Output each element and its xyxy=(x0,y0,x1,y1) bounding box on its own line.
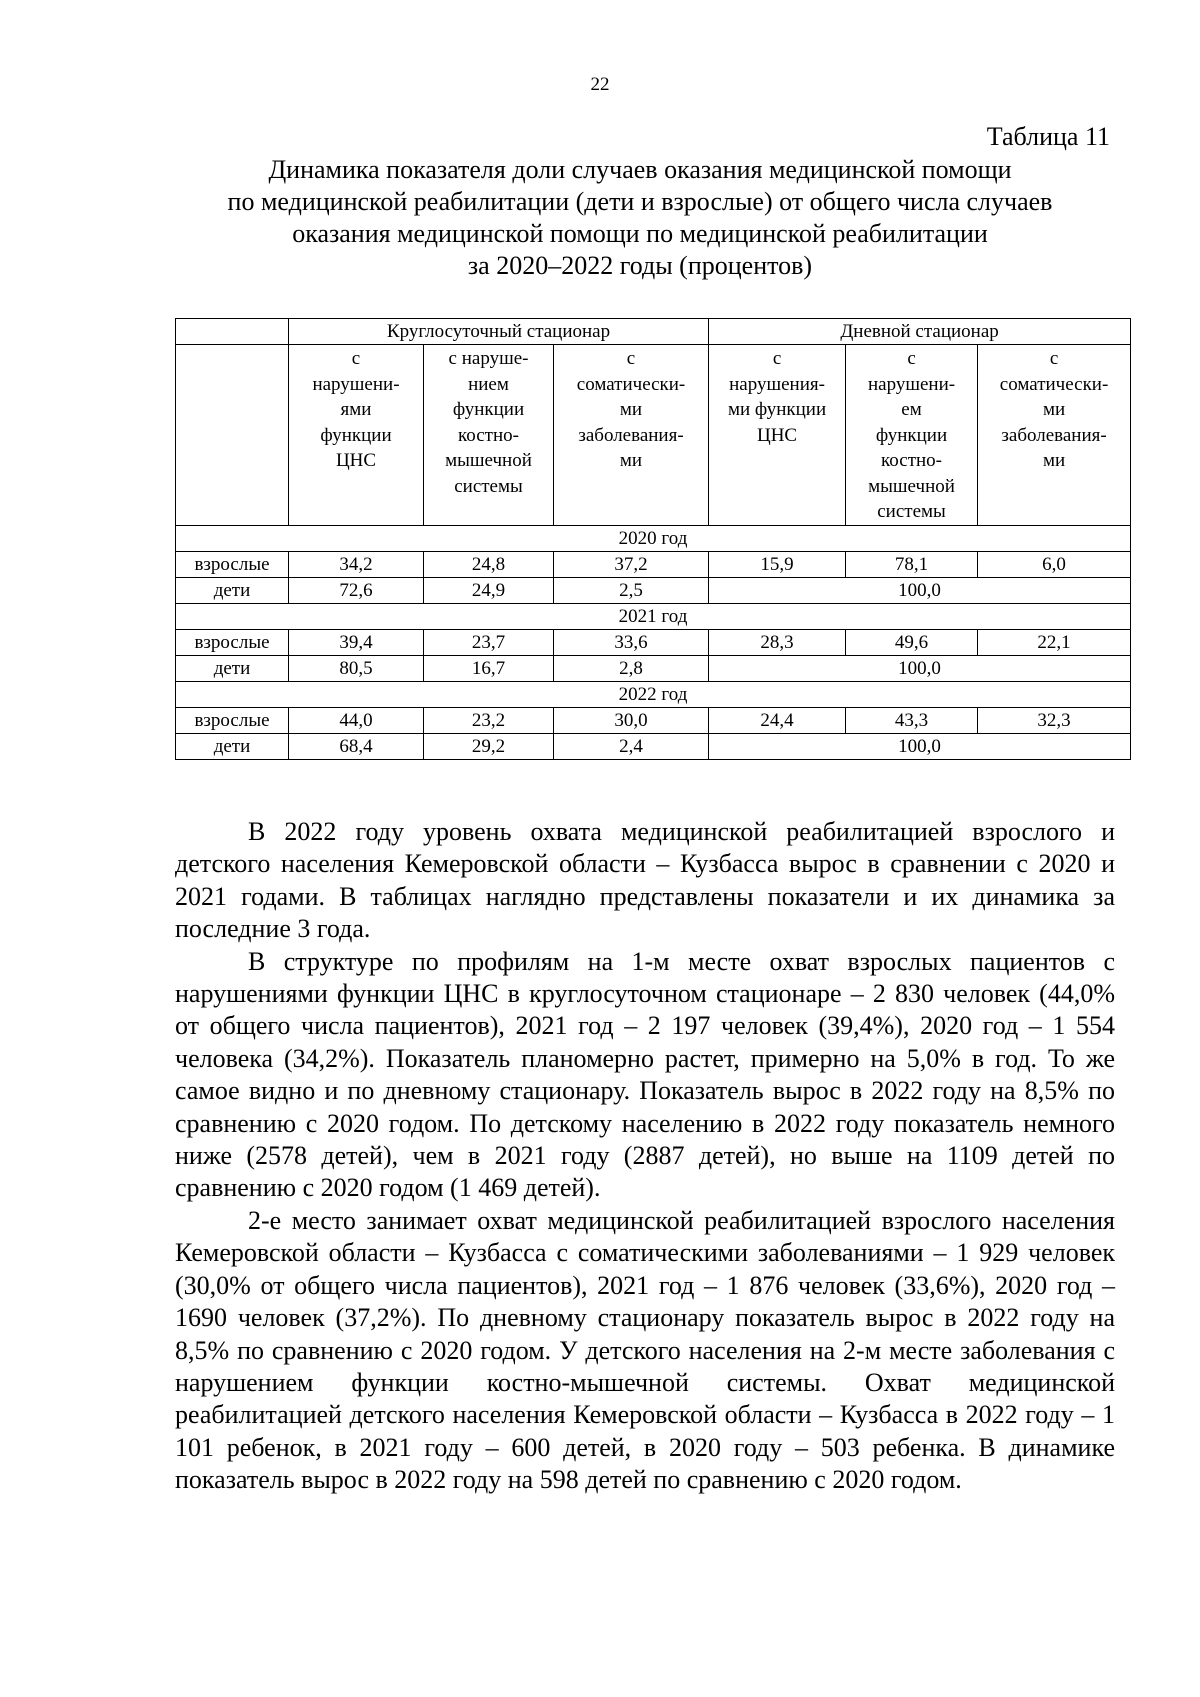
table-cell: 44,0 xyxy=(289,707,424,733)
year-row xyxy=(176,525,1131,551)
table-cell: 24,9 xyxy=(424,577,554,603)
paragraph: 2-е место занимает охват медицинской реабилитацией взрослого населения Кемеровской области – Кузбасса с соматическими заболеваниями – 1 929 человек (30,0% от общего числа пациентов), 2021 год – 1 876 человек (33,6%), 2020 год – 1690 человек (37,2%). По дневному стационару показатель вырос в 2022 году на 8,5% по сравнению с 2020 годом. У детского населения на 2-м месте заболевания с нарушением функции костно-мышечной системы. Охват медицинской реабилитацией детского населения Кемеровской области – Кузбасса в 2022 году – 1 101 ребенок, в 2021 году – 600 детей, в 2020 году – 503 ребенка. В динамике показатель вырос в 2022 году на 598 детей по сравнению с 2020 годом. xyxy=(175,1205,1115,1495)
row-label: дети xyxy=(176,655,289,681)
table-cell: 34,2 xyxy=(289,551,424,577)
table-cell: 78,1 xyxy=(846,551,978,577)
column-header-line: ЦНС xyxy=(335,450,377,471)
table-row-children xyxy=(176,577,1131,603)
table-cell: 6,0 xyxy=(978,551,1131,577)
group-header-round-the-clock: Круглосуточный стационар xyxy=(289,319,709,345)
column-header-line: системы xyxy=(877,501,946,522)
table-cell-merged: 100,0 xyxy=(709,733,1131,759)
table-cell: 24,4 xyxy=(709,707,846,733)
column-header-line: костно- xyxy=(881,450,943,471)
table-cell: 16,7 xyxy=(424,655,554,681)
year-label: 2020 год xyxy=(176,525,1131,551)
table-label: Таблица 11 xyxy=(986,122,1110,151)
table-title-line: оказания медицинской помощи по медицинской реабилитации xyxy=(292,219,988,248)
table-title-line: по медицинской реабилитации (дети и взрослые) от общего числа случаев xyxy=(227,187,1053,216)
column-header xyxy=(424,345,554,526)
table-header-groups xyxy=(176,319,1131,345)
column-header-line: функции xyxy=(320,424,392,446)
table-cell: 32,3 xyxy=(978,707,1131,733)
table-cell: 23,2 xyxy=(424,707,554,733)
column-header-line: ми xyxy=(1042,450,1066,471)
table-cell: 37,2 xyxy=(554,551,709,577)
table-title-line: за 2020–2022 годы (процентов) xyxy=(467,251,813,280)
column-header xyxy=(289,345,424,526)
table-header-columns xyxy=(176,345,1131,526)
table-cell: 22,1 xyxy=(978,629,1131,655)
column-header-line: нарушени- xyxy=(312,373,400,395)
column-header-line: ми функции xyxy=(727,399,827,420)
table-cell: 80,5 xyxy=(289,655,424,681)
row-label: взрослые xyxy=(176,629,289,655)
column-header-line: соматически- xyxy=(576,373,686,395)
body-text xyxy=(175,816,1115,1497)
table-cell: 43,3 xyxy=(846,707,978,733)
row-label: взрослые xyxy=(176,707,289,733)
table-cell: 29,2 xyxy=(424,733,554,759)
table-cell-merged: 100,0 xyxy=(709,655,1131,681)
column-header xyxy=(709,345,846,526)
table-cell: 30,0 xyxy=(554,707,709,733)
rehab-share-table xyxy=(175,318,1131,760)
table-row-adults xyxy=(176,551,1131,577)
table-cell: 2,8 xyxy=(554,655,709,681)
column-header-line: с xyxy=(907,348,916,369)
paragraph: В структуре по профилям на 1-м месте охват взрослых пациентов с нарушениями функции ЦНС в круглосуточном стационаре – 2 830 человек (44,0% от общего числа пациентов), 2021 год – 2 197 человек (39,4%), 2020 год – 1 554 человека (34,2%). Показатель планомерно растет, примерно на 5,0% в год. То же самое видно и по дневному стационару. Показатель вырос в 2022 году на 8,5% по сравнению с 2020 годом. По детскому населению в 2022 году показатель немного ниже (2578 детей), чем в 2021 году (2887 детей), но выше на 1109 детей по сравнению с 2020 годом (1 469 детей). xyxy=(175,946,1115,1203)
column-header-line: с xyxy=(772,348,782,369)
column-header-line: функции xyxy=(452,399,525,420)
table-row-adults xyxy=(176,629,1131,655)
column-header-line: ем xyxy=(901,399,922,420)
column-header-line: соматически- xyxy=(999,373,1109,395)
year-label: 2022 год xyxy=(176,681,1131,707)
page-number: 22 xyxy=(590,74,610,95)
header-empty-cell xyxy=(176,319,289,345)
column-header-line: ЦНС xyxy=(756,424,798,446)
table-cell: 15,9 xyxy=(709,551,846,577)
column-header-line: ми xyxy=(619,399,643,420)
column-header xyxy=(554,345,709,526)
table-row-children xyxy=(176,733,1131,759)
header-empty-cell xyxy=(176,345,289,526)
column-header xyxy=(846,345,978,526)
row-label: взрослые xyxy=(176,551,289,577)
row-label: дети xyxy=(176,577,289,603)
paragraph: В 2022 году уровень охвата медицинской реабилитацией взрослого и детского населения Кемеровской области – Кузбасса вырос в сравнении с 2020 и 2021 годами. В таблицах наглядно представлены показатели и их динамика за последние 3 года. xyxy=(175,817,1115,944)
table-cell-merged: 100,0 xyxy=(709,577,1131,603)
table-row-children xyxy=(176,655,1131,681)
column-header-line: функции xyxy=(875,424,948,446)
table-cell: 2,4 xyxy=(554,733,709,759)
table-cell: 33,6 xyxy=(554,629,709,655)
column-header-line: мышечной xyxy=(868,475,955,497)
column-header-line: с xyxy=(351,348,361,369)
column-header-line: нарушения- xyxy=(729,373,825,395)
column-header-line: нарушени- xyxy=(867,373,956,395)
column-header-line: с xyxy=(626,348,636,369)
column-header-line: нием xyxy=(468,373,509,395)
year-row xyxy=(176,603,1131,629)
table-row-adults xyxy=(176,707,1131,733)
column-header-line: костно- xyxy=(458,424,519,446)
table-title xyxy=(170,154,1110,282)
table-title-line: Динамика показателя доли случаев оказания медицинской помощи xyxy=(268,155,1012,184)
table-cell: 39,4 xyxy=(289,629,424,655)
table-cell: 28,3 xyxy=(709,629,846,655)
column-header-line: с наруше- xyxy=(448,348,529,369)
table-cell: 2,5 xyxy=(554,577,709,603)
year-row xyxy=(176,681,1131,707)
table-cell: 24,8 xyxy=(424,551,554,577)
column-header-line: мышечной xyxy=(445,450,532,471)
table-cell: 49,6 xyxy=(846,629,978,655)
column-header-line: заболевания- xyxy=(1001,424,1107,446)
column-header-line: ми xyxy=(1042,399,1066,420)
year-label: 2021 год xyxy=(176,603,1131,629)
group-header-day-hospital: Дневной стационар xyxy=(709,319,1131,345)
table-cell: 72,6 xyxy=(289,577,424,603)
column-header-line: ми xyxy=(619,450,643,471)
column-header xyxy=(978,345,1131,526)
column-header-line: заболевания- xyxy=(578,424,684,446)
column-header-line: ями xyxy=(340,399,372,420)
table-cell: 23,7 xyxy=(424,629,554,655)
column-header-line: системы xyxy=(454,475,523,497)
table-cell: 68,4 xyxy=(289,733,424,759)
column-header-line: с xyxy=(1049,348,1059,369)
row-label: дети xyxy=(176,733,289,759)
